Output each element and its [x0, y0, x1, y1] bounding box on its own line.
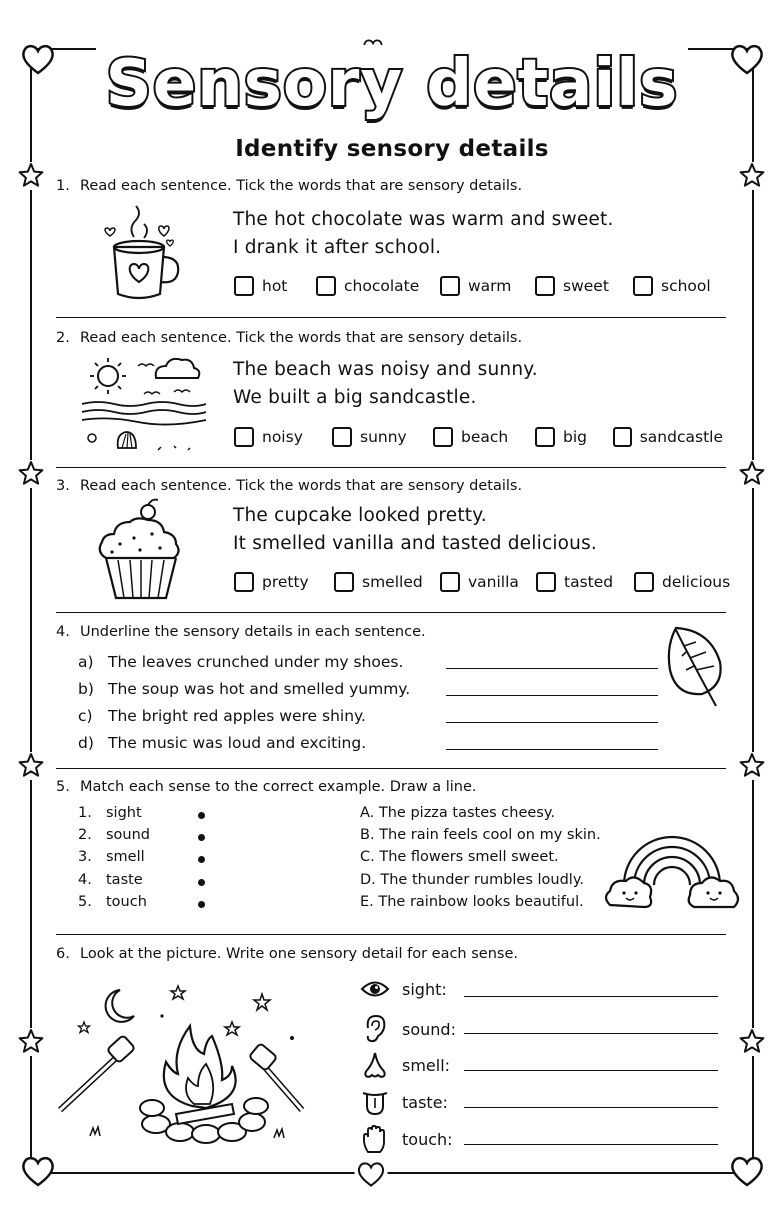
sense-row-taste: taste: [360, 1088, 464, 1116]
answer-line[interactable] [464, 1070, 718, 1071]
example-item: C. The flowers smell sweet. [360, 849, 559, 865]
options-row [234, 276, 723, 296]
match-dot[interactable] [198, 879, 205, 886]
section-divider [56, 934, 726, 935]
sense-item: 4. taste [78, 872, 143, 888]
list-item: b) The soup was hot and smelled yummy. [78, 680, 411, 698]
checkbox[interactable] [535, 427, 555, 447]
question-instruction: Read each sentence. Tick the words that are sensory details. [80, 478, 523, 494]
option-vanilla[interactable]: vanilla [440, 572, 536, 592]
sense-row-sight: sight: [360, 978, 464, 1000]
answer-line[interactable] [464, 1033, 718, 1034]
question-5 [56, 779, 726, 939]
answer-line[interactable] [464, 1144, 718, 1145]
question-2 [56, 330, 726, 470]
page-title: Sensory details [96, 45, 689, 123]
checkbox[interactable] [234, 427, 254, 447]
match-dot[interactable] [198, 834, 205, 841]
checkbox[interactable] [440, 572, 460, 592]
section-divider [56, 467, 726, 468]
question-number: 1. [56, 178, 70, 194]
question-instruction: Read each sentence. Tick the words that are sensory details. [80, 330, 523, 346]
option-big[interactable]: big [535, 427, 613, 447]
ear-icon [360, 1014, 390, 1044]
option-hot[interactable]: hot [234, 276, 316, 296]
eye-icon [360, 978, 390, 1000]
sense-item: 5. touch [78, 894, 147, 910]
list-item: a) The leaves crunched under my shoes. [78, 653, 404, 671]
answer-line[interactable] [464, 1107, 718, 1108]
checkbox[interactable] [613, 427, 632, 447]
sentence: I drank it after school. [233, 237, 442, 258]
sentence: We built a big sandcastle. [233, 387, 477, 408]
answer-line[interactable] [446, 749, 658, 750]
question-instruction: Match each sense to the correct example. Draw a line. [80, 779, 477, 795]
options-row [234, 572, 734, 592]
sentence: The hot chocolate was warm and sweet. [233, 209, 614, 230]
question-number: 5. [56, 779, 70, 795]
checkbox[interactable] [634, 572, 654, 592]
option-sunny[interactable]: sunny [332, 427, 433, 447]
option-chocolate[interactable]: chocolate [316, 276, 440, 296]
answer-line[interactable] [464, 996, 718, 997]
question-3 [56, 478, 731, 618]
option-smelled[interactable]: smelled [334, 572, 440, 592]
page-subtitle: Identify sensory details [235, 136, 549, 162]
option-sweet[interactable]: sweet [535, 276, 633, 296]
option-sandcastle[interactable]: sandcastle [613, 427, 723, 447]
sentence: The beach was noisy and sunny. [233, 359, 538, 380]
sense-row-sound: sound: [360, 1014, 464, 1044]
answer-line[interactable] [446, 695, 658, 696]
checkbox[interactable] [316, 276, 336, 296]
question-number: 6. [56, 946, 70, 962]
checkbox[interactable] [334, 572, 354, 592]
sentence: The bright red apples were shiny. [108, 707, 366, 725]
sentence: The music was loud and exciting. [108, 734, 367, 752]
section-divider [56, 612, 726, 613]
hot-chocolate-mug-icon [94, 202, 184, 302]
cupcake-icon [96, 498, 186, 602]
sentence: It smelled vanilla and tasted delicious. [233, 533, 598, 554]
list-item: d) The music was loud and exciting. [78, 734, 367, 752]
nose-icon [360, 1051, 390, 1079]
example-item: B. The rain feels cool on my skin. [360, 827, 601, 843]
option-tasted[interactable]: tasted [536, 572, 634, 592]
question-number: 3. [56, 478, 70, 494]
question-number: 4. [56, 624, 70, 640]
option-beach[interactable]: beach [433, 427, 535, 447]
options-row [234, 427, 723, 447]
sentence: The cupcake looked pretty. [233, 505, 487, 526]
beach-scene-icon [78, 354, 208, 454]
checkbox[interactable] [633, 276, 653, 296]
sentence: The leaves crunched under my shoes. [108, 653, 404, 671]
section-divider [56, 317, 726, 318]
option-school[interactable]: school [633, 276, 723, 296]
list-item: c) The bright red apples were shiny. [78, 707, 366, 725]
sense-item: 1. sight [78, 805, 142, 821]
checkbox[interactable] [536, 572, 556, 592]
checkbox[interactable] [234, 276, 254, 296]
example-item: D. The thunder rumbles loudly. [360, 872, 584, 888]
checkbox[interactable] [234, 572, 254, 592]
question-instruction: Underline the sensory details in each sentence. [80, 624, 426, 640]
match-dot[interactable] [198, 812, 205, 819]
sentence: The soup was hot and smelled yummy. [108, 680, 411, 698]
match-dot[interactable] [198, 901, 205, 908]
sense-item: 3. smell [78, 849, 145, 865]
checkbox[interactable] [433, 427, 453, 447]
option-warm[interactable]: warm [440, 276, 535, 296]
rainbow-icon [604, 813, 740, 909]
question-6 [56, 946, 726, 1156]
question-instruction: Look at the picture. Write one sensory detail for each sense. [80, 946, 518, 962]
example-item: A. The pizza tastes cheesy. [360, 805, 555, 821]
question-instruction: Read each sentence. Tick the words that are sensory details. [80, 178, 523, 194]
campfire-scene-icon [56, 976, 316, 1156]
question-4 [56, 624, 726, 774]
answer-line[interactable] [446, 668, 658, 669]
tongue-icon [360, 1088, 390, 1116]
checkbox[interactable] [440, 276, 460, 296]
sense-row-touch: touch: [360, 1124, 464, 1154]
answer-line[interactable] [446, 722, 658, 723]
option-noisy[interactable]: noisy [234, 427, 332, 447]
checkbox[interactable] [535, 276, 555, 296]
checkbox[interactable] [332, 427, 352, 447]
match-dot[interactable] [198, 856, 205, 863]
question-number: 2. [56, 330, 70, 346]
sense-item: 2. sound [78, 827, 151, 843]
leaf-icon [662, 622, 726, 710]
question-1 [56, 178, 726, 318]
section-divider [56, 768, 726, 769]
hand-icon [360, 1124, 390, 1154]
option-pretty[interactable]: pretty [234, 572, 334, 592]
option-delicious[interactable]: delicious [634, 572, 734, 592]
example-item: E. The rainbow looks beautiful. [360, 894, 584, 910]
sense-row-smell: smell: [360, 1051, 464, 1079]
